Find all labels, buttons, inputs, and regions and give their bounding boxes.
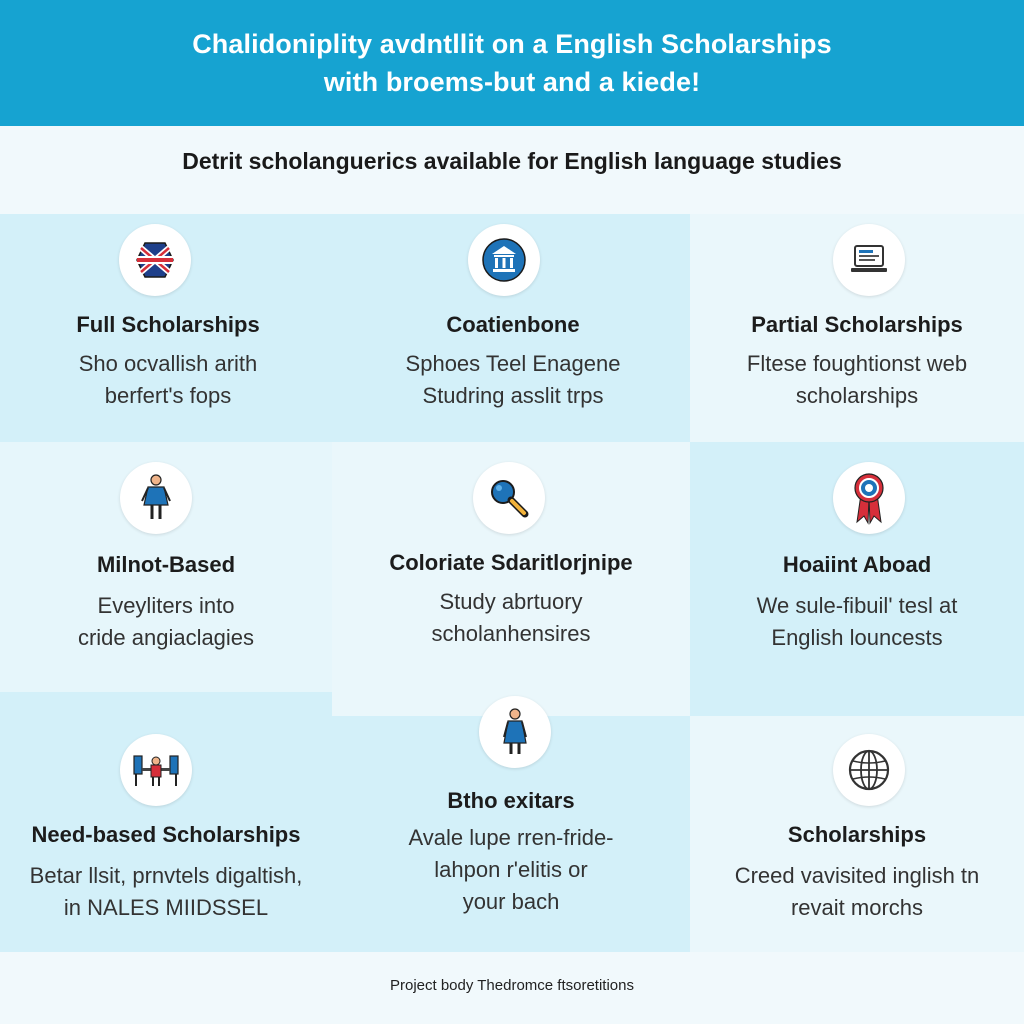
card-description	[0, 590, 332, 654]
card-partial-scholarships	[690, 214, 1024, 442]
card-title: Coatienbone	[446, 312, 580, 337]
card-merit-based	[0, 442, 332, 692]
page-subtitle: Detrit scholanguerics available for English language studies	[182, 148, 842, 174]
card-full-scholarships	[0, 214, 336, 442]
card-need-based-scholarships	[0, 692, 332, 952]
card-title: Hoaiint Aboad	[782, 552, 932, 577]
footer-caption: Project body Thedromce ftsoretitions	[389, 977, 634, 994]
card-description-line: cride angiaclagies	[77, 625, 255, 650]
card-title: Btho exitars	[447, 788, 575, 813]
card-description	[0, 860, 332, 924]
card-description	[332, 586, 690, 650]
card-description-line: revait morchs	[790, 895, 924, 920]
card-description	[336, 348, 690, 412]
magnifier-icon	[473, 462, 545, 534]
card-description-line: Eveyliters into	[97, 593, 235, 618]
card-description-line: Sphoes Teel Enagene	[405, 351, 621, 376]
header-banner	[0, 0, 1024, 126]
award-ribbon-icon	[833, 462, 905, 534]
banner-title-line-1: Chalidoniplity avdntllit on a English Scholarships	[192, 29, 832, 59]
card-description	[690, 590, 1024, 654]
card-description	[332, 822, 690, 918]
card-corporate-scholarships	[332, 442, 690, 716]
card-title: Milnot-Based	[96, 552, 236, 577]
card-title: Partial Scholarships	[751, 312, 963, 337]
card-study-abroad	[690, 442, 1024, 716]
laptop-icon	[833, 224, 905, 296]
card-description-line: Fltese foughtionst web	[746, 351, 968, 376]
banner-title-line-2: with broems-but and a kiede!	[323, 67, 701, 97]
card-description	[690, 348, 1024, 412]
card-description-line: scholarships	[795, 383, 919, 408]
card-other-extras	[332, 692, 690, 952]
card-description-line: your bach	[462, 889, 560, 914]
card-description-line: Betar llsit, prnvtels digaltish,	[29, 863, 303, 888]
university-icon	[468, 224, 540, 296]
card-title: Full Scholarships	[76, 312, 260, 337]
card-description-line: Studring asslit trps	[422, 383, 604, 408]
uk-flag-icon	[119, 224, 191, 296]
card-description-line: Study abrtuory	[439, 589, 583, 614]
card-scholarships	[690, 716, 1024, 952]
card-description-line: lahpon r'elitis or	[434, 857, 588, 882]
card-title: Scholarships	[787, 822, 927, 847]
card-description-line: English louncests	[771, 625, 943, 650]
card-title: Coloriate Sdaritlorjnipe	[389, 550, 633, 575]
globe-icon	[833, 734, 905, 806]
card-description-line: We sule-fibuil' tesl at	[756, 593, 958, 618]
person-icon	[120, 462, 192, 534]
card-coatienbone	[336, 214, 690, 442]
student-icon	[479, 696, 551, 768]
card-description	[690, 860, 1024, 924]
card-description-line: Creed vavisited inglish tn	[734, 863, 980, 888]
card-title: Need-based Scholarships	[31, 822, 301, 847]
card-description-line: scholanhensires	[431, 621, 591, 646]
card-description-line: in NALES MIIDSSEL	[63, 895, 269, 920]
meeting-icon	[120, 734, 192, 806]
card-description-line: berfert's fops	[104, 383, 232, 408]
card-description	[0, 348, 336, 412]
card-description-line: Sho ocvallish arith	[78, 351, 258, 376]
card-description-line: Avale lupe rren-fride-	[408, 825, 614, 850]
